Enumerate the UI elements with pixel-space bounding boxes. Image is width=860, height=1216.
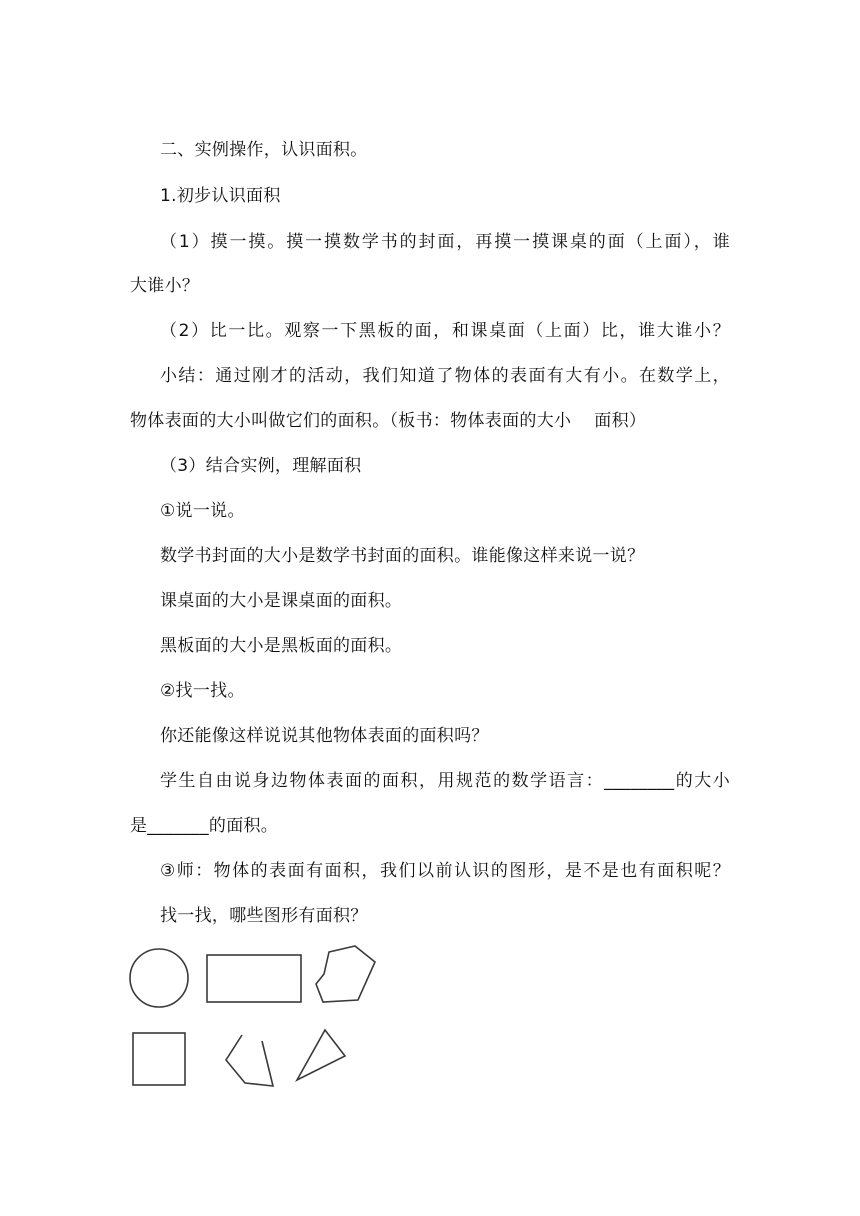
square-shape <box>133 1033 185 1085</box>
activity-2: （2）比一比。观察一下黑板的面，和课桌面（上面）比，谁大谁小？ <box>160 321 730 341</box>
step-2-title: ②找一找。 <box>160 681 245 701</box>
find-line-2: 是_______的面积。 <box>130 816 279 836</box>
step-3-line: ③师：物体的表面有面积，我们以前认识的图形，是不是也有面积呢？ <box>160 861 730 881</box>
say-line-2: 课桌面的大小是课桌面的面积。 <box>160 591 403 611</box>
shapes-question: 找一找，哪些图形有面积？ <box>160 906 368 926</box>
circle-shape <box>130 949 188 1007</box>
shapes-figure <box>125 940 385 1090</box>
irregular-polygon-shape <box>316 946 375 1002</box>
summary-line-1: 小结：通过刚才的活动，我们知道了物体的表面有大有小。在数学上， <box>160 366 730 386</box>
activity-1-line-1: （1）摸一摸。摸一摸数学书的封面，再摸一摸课桌的面（上面），谁 <box>160 232 730 252</box>
subsection-title: 1.初步认识面积 <box>160 186 281 206</box>
find-question: 你还能像这样说说其他物体表面的面积吗？ <box>160 726 489 746</box>
say-line-1: 数学书封面的大小是数学书封面的面积。谁能像这样来说一说？ <box>160 546 645 566</box>
rectangle-shape <box>207 955 301 1002</box>
open-shape <box>226 1035 273 1086</box>
find-line-1: 学生自由说身边物体表面的面积，用规范的数学语言：________的大小 <box>160 771 730 791</box>
activity-3: （3）结合实例，理解面积 <box>160 456 362 476</box>
step-1-title: ①说一说。 <box>160 501 245 521</box>
activity-1-line-2: 大谁小？ <box>130 276 200 296</box>
summary-line-2: 物体表面的大小叫做它们的面积。（板书：物体表面的大小 面积） <box>130 411 647 431</box>
section-title: 二、实例操作，认识面积。 <box>160 140 368 160</box>
say-line-3: 黑板面的大小是黑板面的面积。 <box>160 636 403 656</box>
triangle-shape <box>297 1030 345 1080</box>
